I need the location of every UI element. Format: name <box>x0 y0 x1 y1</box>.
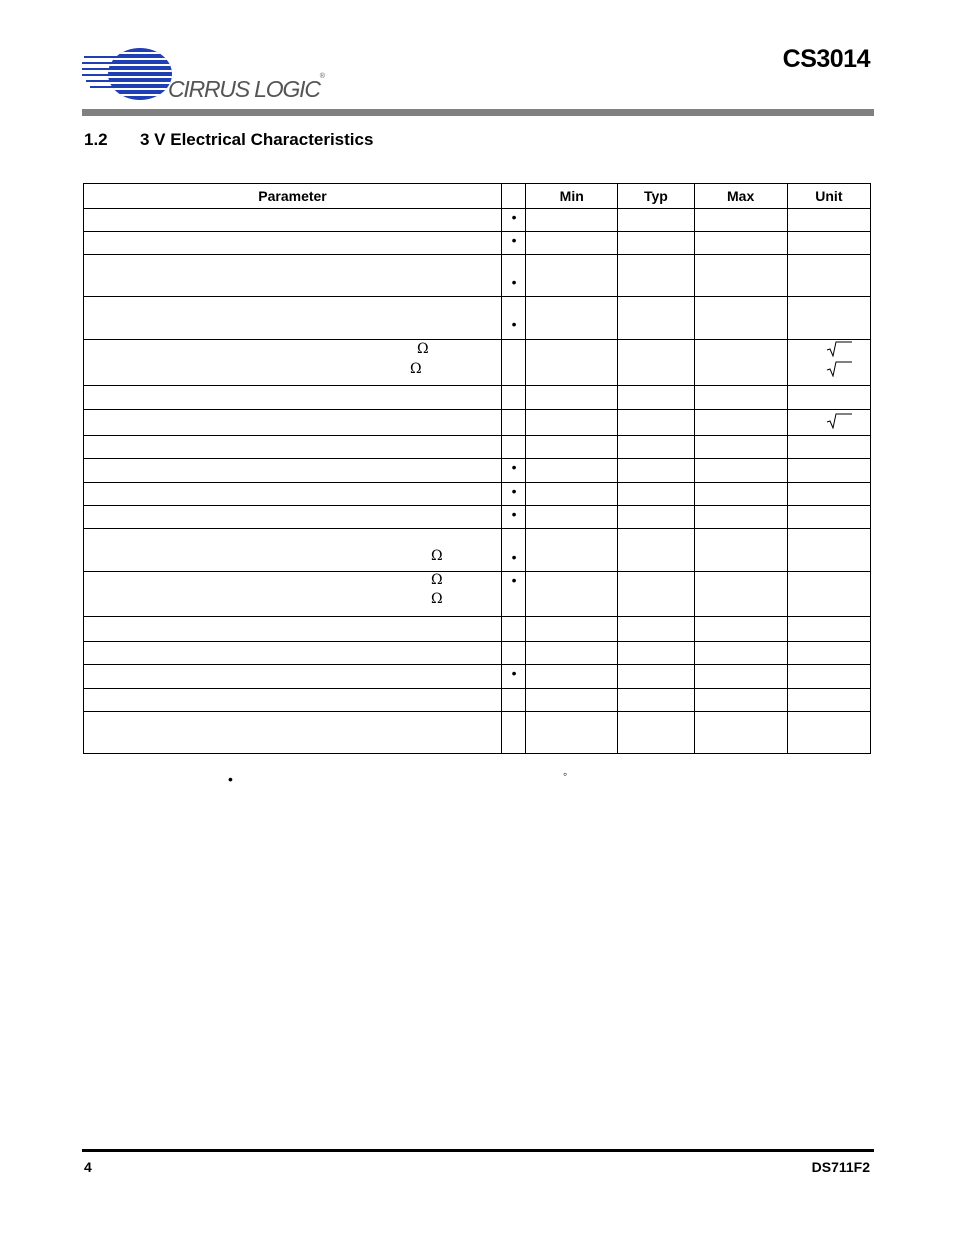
square-root-icon <box>826 361 852 377</box>
table-row <box>84 506 871 529</box>
row-bullet: • <box>511 549 517 565</box>
electrical-characteristics-table <box>83 183 871 754</box>
ohm-symbol: Ω <box>410 361 422 377</box>
section-heading <box>84 130 373 150</box>
footer-rule <box>82 1149 874 1152</box>
table-row <box>84 386 871 410</box>
table-row <box>84 617 871 642</box>
document-id: DS711F2 <box>811 1159 870 1175</box>
page-number: 4 <box>84 1159 92 1175</box>
table-row <box>84 689 871 712</box>
table-row <box>84 436 871 459</box>
footnote-degree-symbol: ◦ <box>563 767 568 781</box>
footnote-bullet: • <box>228 771 233 787</box>
table-row <box>84 297 871 340</box>
row-bullet: • <box>511 665 517 681</box>
table-header-row <box>84 184 871 209</box>
table-row <box>84 410 871 436</box>
square-root-icon <box>826 341 852 357</box>
table-row <box>84 529 871 572</box>
row-bullet: • <box>511 572 517 588</box>
ohm-symbol: Ω <box>431 548 443 564</box>
table-row <box>84 572 871 617</box>
document-title: CS3014 <box>782 45 870 73</box>
row-bullet: • <box>511 459 517 475</box>
row-bullet: • <box>511 506 517 522</box>
row-bullet: • <box>511 483 517 499</box>
table-row <box>84 483 871 506</box>
table-row <box>84 665 871 689</box>
section-title: 3 V Electrical Characteristics <box>140 130 374 149</box>
ohm-symbol: Ω <box>417 341 429 357</box>
ohm-symbol: Ω <box>431 591 443 607</box>
col-header-unit: Unit <box>787 184 870 209</box>
square-root-icon <box>826 413 852 429</box>
col-header-parameter: Parameter <box>84 184 502 209</box>
table-row <box>84 340 871 386</box>
col-header-symbol <box>502 184 526 209</box>
table-row <box>84 642 871 665</box>
table-row <box>84 209 871 232</box>
header-rule <box>82 109 874 116</box>
col-header-max: Max <box>694 184 787 209</box>
row-bullet: • <box>511 274 517 290</box>
col-header-typ: Typ <box>618 184 694 209</box>
table-row <box>84 255 871 297</box>
row-bullet: • <box>511 232 517 248</box>
logo-wordmark: CIRRUS LOGIC® <box>168 73 324 102</box>
section-number: 1.2 <box>84 130 108 149</box>
row-bullet: • <box>511 209 517 225</box>
table-row <box>84 232 871 255</box>
table-row <box>84 459 871 483</box>
row-bullet: • <box>511 316 517 332</box>
table-row <box>84 712 871 754</box>
ohm-symbol: Ω <box>431 572 443 588</box>
col-header-min: Min <box>526 184 618 209</box>
